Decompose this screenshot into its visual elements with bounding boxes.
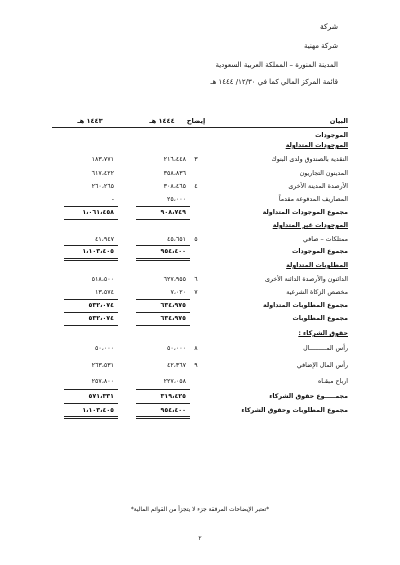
row-label: المصاريف المدفوعة مقدماً <box>278 196 348 203</box>
row-value-current-year: ٣٠٨،٤٦٥ <box>163 183 186 190</box>
total-rule <box>136 245 190 246</box>
statement-row <box>52 276 348 287</box>
row-value-current-year: ٦٢٧،٩٥٥ <box>163 276 186 283</box>
row-note: ٣ <box>194 156 198 163</box>
statement-row <box>52 262 348 273</box>
row-value-current-year: ٧،٠٢٠ <box>170 289 186 296</box>
row-label: الموجودات المتداولة <box>285 142 348 149</box>
row-note: ٩ <box>194 362 198 369</box>
row-value-current-year: ٩٥٤،٤٠٠ <box>160 407 186 414</box>
row-value-current-year: ٤٢،٣٦٧ <box>167 362 186 369</box>
row-value-current-year: ٦٣٤،٩٧٥ <box>160 315 186 322</box>
row-label: مجموع المطلوبات <box>292 315 348 322</box>
row-value-current-year: ٩٠٨،٧٤٩ <box>160 209 186 216</box>
row-value-prior-year: ١،٠٦١،٤٥٨ <box>82 209 114 216</box>
statement-title: قائمة المركز المالي كما في ١٢/٣٠/ ١٤٤٤ هـ <box>210 78 338 86</box>
row-value-current-year: ٤٥،٦٥١ <box>167 236 186 243</box>
row-value-current-year: ٣١٩،٤٢٥ <box>160 393 186 400</box>
row-note: ٨ <box>194 345 198 352</box>
total-rule <box>64 206 118 207</box>
row-label: ارباح مبقـاه <box>317 378 348 385</box>
row-value-prior-year: ١٨٣،٧٧١ <box>91 156 114 163</box>
company-type: شركة مهنية <box>304 42 338 50</box>
row-label: المدينون التجاريون <box>299 170 348 177</box>
total-rule <box>136 416 190 417</box>
statement-row <box>52 330 348 341</box>
footer-note: *تعتبر الإيضاحات المرفقة جزء لا يتجزأ من القوائم المالية* <box>130 507 270 513</box>
row-label: ممتلكات – صافي <box>303 236 348 243</box>
total-rule <box>64 258 118 259</box>
total-rule <box>136 299 190 300</box>
row-value-current-year: ٥٠،٠٠٠ <box>167 345 186 352</box>
row-label: رأس المـــــــــال <box>303 345 348 352</box>
row-label: الدائنون والأرصدة الدائنة الأخرى <box>264 276 348 283</box>
page-number: ٢ <box>198 535 202 542</box>
row-note: ٧ <box>194 289 198 296</box>
statement-row <box>52 378 348 389</box>
column-header-label: البيان <box>329 117 348 125</box>
header-rule <box>52 127 348 128</box>
statement-row <box>52 362 348 373</box>
row-value-prior-year: ٢٥٧،٨٠٠ <box>91 378 114 385</box>
total-rule <box>64 219 118 220</box>
row-value-current-year: ٢٥،٠٠٠ <box>167 196 186 203</box>
row-value-current-year: ٣٥٨،٨٣٦ <box>163 170 186 177</box>
row-label: الموجودات غير المتداولة <box>272 222 348 229</box>
row-value-prior-year: ٥١٨،٥٠٠ <box>91 276 114 283</box>
column-header-current-year: ١٤٤٤ هـ <box>149 117 175 125</box>
row-label: المطلوبات المتداولة <box>286 262 348 269</box>
column-header-prior-year: ١٤٤٣ هـ <box>77 117 103 125</box>
total-rule <box>64 403 118 404</box>
row-value-current-year: ٦٣٤،٩٧٥ <box>160 302 186 309</box>
total-rule <box>64 299 118 300</box>
row-value-current-year: ٩٥٤،٤٠٠ <box>160 248 186 255</box>
row-label: النقدية بالصندوق ولدى البنوك <box>271 156 348 163</box>
row-value-prior-year: ١٣،٥٧٤ <box>95 289 114 296</box>
row-label: مجموع المطلوبات المتداولة <box>263 302 348 309</box>
row-value-prior-year: ٥٣٢،٠٧٤ <box>88 302 114 309</box>
statement-row <box>52 345 348 356</box>
row-value-prior-year: ٤١،٩٤٧ <box>95 236 114 243</box>
row-label: الموجودات <box>315 132 348 139</box>
total-rule <box>136 258 190 259</box>
total-rule <box>136 403 190 404</box>
row-note: ٥ <box>194 236 198 243</box>
statement-row <box>52 170 348 181</box>
total-rule-double <box>136 260 190 261</box>
row-value-prior-year: ٥٣٢،٠٧٤ <box>88 315 114 322</box>
row-value-prior-year: - <box>111 196 114 203</box>
total-rule <box>136 325 190 326</box>
total-rule-double <box>136 418 190 419</box>
row-label: مجموع الموجودات المتداولة <box>262 209 348 216</box>
total-rule <box>136 219 190 220</box>
row-value-prior-year: ٥٧١،٣٣١ <box>88 393 114 400</box>
row-label: رأس المال الإضافي <box>296 362 348 369</box>
total-rule <box>64 325 118 326</box>
total-rule <box>64 312 118 313</box>
row-label: مجموع المطلوبات وحقوق الشركاء <box>241 407 348 414</box>
total-rule <box>64 416 118 417</box>
statement-row <box>52 183 348 194</box>
row-note: ٤ <box>194 183 198 190</box>
total-rule <box>136 312 190 313</box>
statement-row <box>52 222 348 233</box>
row-value-current-year: ٢١٦،٤٤٨ <box>163 156 186 163</box>
row-label: مجمـــــوع حقوق الشركاء <box>269 393 348 400</box>
row-label: مخصص الزكاة الشرعية <box>286 289 348 296</box>
column-header-note: إيضاح <box>186 117 206 125</box>
company-location: المدينة المنورة – المملكة العربية السعودية <box>215 61 338 69</box>
total-rule-double <box>64 418 118 419</box>
company-name: شركة <box>319 22 338 31</box>
statement-row <box>52 156 348 167</box>
statement-row <box>52 142 348 153</box>
row-value-prior-year: ٢٦٣،٥٣١ <box>91 362 114 369</box>
total-rule <box>64 245 118 246</box>
row-label: مجموع الموجودات <box>292 248 348 255</box>
row-label: حقوق الشركاء : <box>298 330 348 337</box>
row-value-current-year: ٢٢٧،٠٥٨ <box>163 378 186 385</box>
row-value-prior-year: ١،١٠٣،٤٠٥ <box>82 407 114 414</box>
total-rule-double <box>64 260 118 261</box>
row-value-prior-year: ٥٠،٠٠٠ <box>95 345 114 352</box>
total-rule <box>136 206 190 207</box>
total-rule <box>64 389 118 390</box>
row-note: ٦ <box>194 276 198 283</box>
row-value-prior-year: ٢٦٠،٢٦٥ <box>91 183 114 190</box>
total-rule <box>136 389 190 390</box>
row-value-prior-year: ١،١٠٣،٤٠٥ <box>82 248 114 255</box>
row-label: الأرصدة المدينة الأخرى <box>288 183 348 190</box>
row-value-prior-year: ٦١٧،٤٢٢ <box>91 170 114 177</box>
